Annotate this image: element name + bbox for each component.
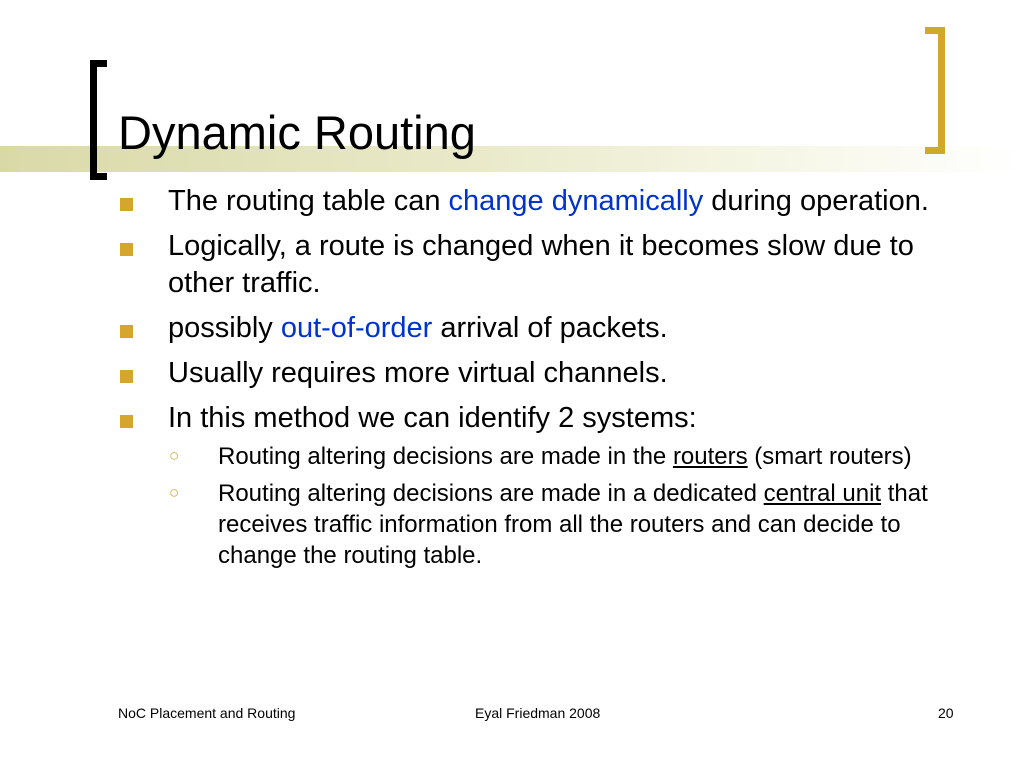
bullet-item — [118, 355, 968, 392]
slide-content — [118, 183, 968, 577]
sub-bullet-item — [118, 441, 968, 472]
sub-bullet-text: Routing altering decisions are made in the — [218, 443, 673, 470]
left-bracket-decoration — [90, 60, 107, 180]
highlighted-text: change dynamically — [448, 185, 704, 217]
slide-number: 20 — [938, 705, 954, 721]
bullet-item — [118, 400, 968, 437]
square-bullet-icon — [120, 415, 133, 428]
footer-left-text: NoC Placement and Routing — [118, 705, 296, 721]
bullet-text: possibly — [168, 312, 281, 344]
circle-bullet-icon: ○ — [169, 483, 180, 502]
sub-bullet-text: (smart routers) — [747, 443, 912, 470]
square-bullet-icon — [120, 243, 133, 256]
sub-bullet-text: that receives traffic information from all the routers and can decide to change the routing table. — [218, 480, 928, 569]
highlighted-text: out-of-order — [280, 312, 433, 344]
bullet-item — [118, 310, 968, 347]
underlined-text: routers — [672, 443, 748, 470]
circle-bullet-icon: ○ — [169, 446, 180, 465]
bullet-text: arrival of packets. — [432, 312, 668, 344]
bullet-text: Logically, a route is changed when it becomes slow due to other traffic. — [168, 230, 914, 299]
bullet-text: Usually requires more virtual channels. — [168, 357, 668, 389]
underlined-text: central unit — [763, 480, 882, 507]
bullet-text: In this method we can identify 2 systems: — [168, 402, 697, 434]
bullet-item — [118, 183, 968, 220]
sub-bullet-item — [118, 478, 968, 571]
slide-title: Dynamic Routing — [118, 106, 476, 159]
bullet-text: during operation. — [703, 185, 929, 217]
right-bracket-decoration — [925, 27, 945, 154]
square-bullet-icon — [120, 370, 133, 383]
footer-center-text: Eyal Friedman 2008 — [475, 705, 601, 721]
square-bullet-icon — [120, 325, 133, 338]
bullet-text: The routing table can — [168, 185, 449, 217]
sub-bullet-text: Routing altering decisions are made in a dedicated — [218, 480, 764, 507]
square-bullet-icon — [120, 198, 133, 211]
bullet-item — [118, 228, 968, 302]
